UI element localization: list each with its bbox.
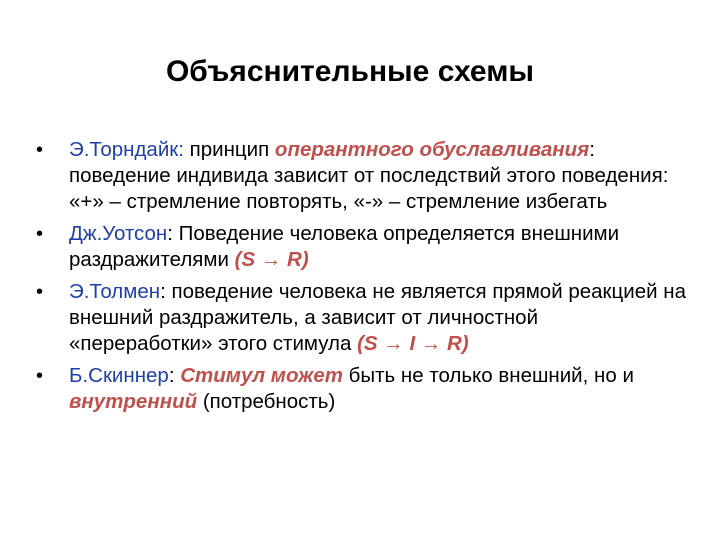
bullet-icon: • <box>36 281 44 303</box>
author-name: Б.Скиннер <box>69 364 169 387</box>
author-name: Э.Торндайк: <box>69 138 184 161</box>
item-text: принцип <box>183 138 275 161</box>
item-text: быть не только внешний, но и <box>342 364 634 387</box>
emphasis-formula: (S → R) <box>234 248 309 271</box>
item-text: : поведение индивида зависит от последствий этого поведения: «+» – стремление повторять, «-» – стремление избегать <box>69 138 669 213</box>
bullet-icon: • <box>36 223 44 245</box>
bullet-icon: • <box>36 365 44 387</box>
list-item-skinner <box>36 363 686 415</box>
item-text: : <box>168 364 181 387</box>
slide-title: Объяснительные схемы <box>165 55 535 88</box>
author-name: Дж.Уотсон <box>69 222 168 245</box>
item-text: : поведение человека не является прямой реакцией на внешний раздражитель, а зависит от личностной «переработки» этого стимула <box>69 280 686 355</box>
item-text: (потребность) <box>197 390 336 413</box>
list-item-watson <box>36 221 686 273</box>
emphasis-term: Стимул может <box>180 364 343 387</box>
emphasis-term: внутренний <box>69 390 198 413</box>
bullet-icon: • <box>36 139 44 161</box>
list-item-thorndike <box>36 137 686 215</box>
bullet-list <box>36 137 686 421</box>
item-text: : Поведение человека определяется внешними раздражителями <box>69 222 620 271</box>
author-name: Э.Толмен <box>69 280 161 303</box>
emphasis-formula: (S → I → R) <box>357 332 469 355</box>
emphasis-term: оперантного обуславливания <box>274 138 590 161</box>
list-item-tolman <box>36 279 686 357</box>
